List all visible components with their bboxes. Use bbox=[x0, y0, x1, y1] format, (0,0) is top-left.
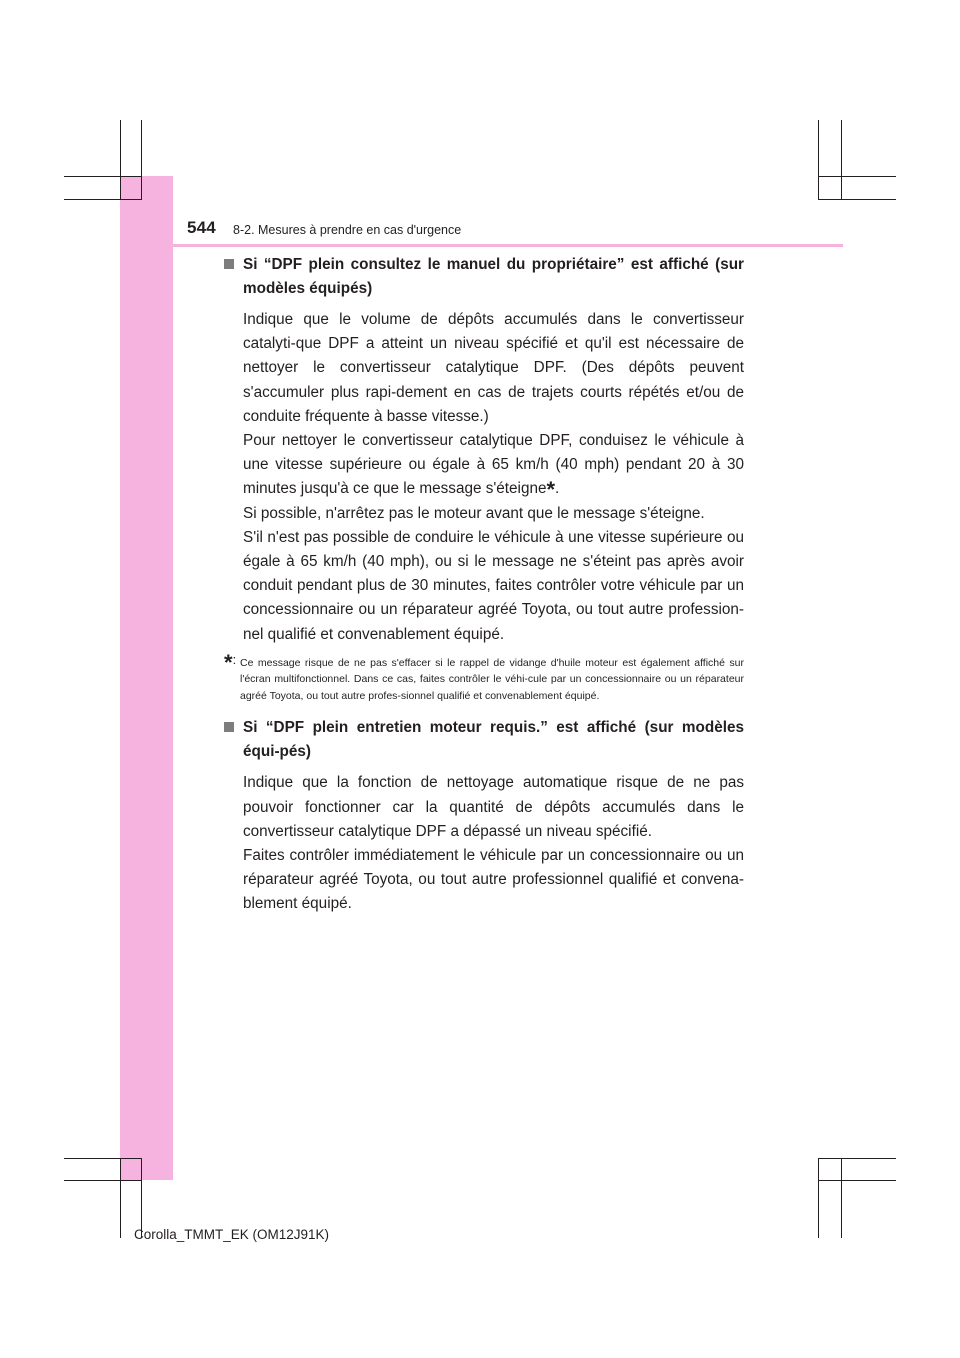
crop-mark bbox=[818, 120, 819, 200]
footnote bbox=[224, 649, 744, 705]
paragraph: Faites contrôler immédiatement le véhicule par un concessionnaire ou un réparateur agréé Toyota, ou tout autre professionnel qualifié et convena-blement équipé. bbox=[243, 846, 744, 913]
section-heading-text: Si “DPF plein entretien moteur requis.” est affiché (sur modèles équi-pés) bbox=[243, 719, 744, 761]
footnote-star: * bbox=[224, 649, 233, 675]
paragraph: Si possible, n'arrêtez pas le moteur avant que le message s'éteigne. bbox=[243, 504, 705, 522]
crop-mark bbox=[64, 176, 142, 177]
crop-mark bbox=[120, 1158, 121, 1238]
main-content bbox=[224, 253, 744, 917]
paragraph: S'il n'est pas possible de conduire le véhicule à une vitesse supérieure ou égale à 65 km/h (40 mph), ou si le message ne s'éteint pas après avoir conduit pendant plus de 30 minutes, faites contrôler votre véhicule par un concessionnaire ou un réparateur agréé Toyota, ou tout autre profession-nel qualifié et convenablement équipé. bbox=[243, 528, 744, 643]
footnote-colon: : bbox=[232, 651, 237, 667]
square-bullet-icon bbox=[224, 722, 234, 732]
section-heading bbox=[224, 253, 744, 301]
footnote-marker bbox=[224, 649, 237, 675]
paragraph: Pour nettoyer le convertisseur catalytique DPF, conduisez le véhicule à une vitesse supérieure ou égale à 65 km/h (40 mph) pendant 20 à 30 minutes jusqu'à ce que le message s'éteigne*. bbox=[243, 432, 744, 503]
crop-mark bbox=[818, 1158, 819, 1238]
section-body bbox=[224, 308, 744, 647]
side-color-band bbox=[120, 176, 173, 1180]
crop-mark bbox=[818, 199, 896, 200]
square-bullet-icon bbox=[224, 259, 234, 269]
footnote-ref-star: * bbox=[546, 477, 556, 503]
section-heading bbox=[224, 716, 744, 764]
crop-mark bbox=[841, 1158, 842, 1238]
paragraph-text: Pour nettoyer le convertisseur catalytique DPF, conduisez le véhicule à une vitesse supérieure ou égale à 65 km/h (40 mph) pendant 20 à 30 minutes jusqu'à ce que le message s'éteigne bbox=[243, 432, 744, 498]
section-title: 8-2. Mesures à prendre en cas d'urgence bbox=[233, 223, 462, 237]
crop-mark bbox=[841, 120, 842, 200]
header-rule bbox=[120, 244, 843, 247]
footnote-text: Ce message risque de ne pas s'effacer si le rappel de vidange d'huile moteur est également affiché sur l'écran multifonctionnel. Dans ce cas, faites contrôler le véhi-cule par un concessionnaire ou un réparateur agréé Toyota, ou tout autre profes-sionnel qualifié et convenablement équipé. bbox=[240, 656, 744, 702]
section-heading-text: Si “DPF plein consultez le manuel du propriétaire” est affiché (sur modèles équipés) bbox=[243, 256, 744, 297]
crop-mark bbox=[818, 1180, 896, 1181]
footer-doc-id: Corolla_TMMT_EK (OM12J91K) bbox=[134, 1227, 330, 1242]
crop-mark bbox=[120, 120, 121, 200]
crop-mark bbox=[141, 120, 142, 200]
crop-mark bbox=[818, 1158, 896, 1159]
crop-mark bbox=[64, 199, 142, 200]
crop-mark bbox=[141, 1158, 142, 1238]
crop-mark bbox=[64, 1180, 142, 1181]
crop-mark bbox=[64, 1158, 142, 1159]
page-number: 544 bbox=[187, 218, 216, 237]
paragraph: Indique que le volume de dépôts accumulés dans le convertisseur catalyti-que DPF a atteint un niveau spécifié et qu'il est nécessaire de nettoyer le convertisseur catalytique DPF. (Des dépôts peuvent s'accumuler plus rapi-dement en cas de trajets courts répétés et/ou de conduite fréquente à basse vitesse.) bbox=[243, 311, 744, 425]
section-body bbox=[224, 771, 744, 916]
crop-mark bbox=[818, 176, 896, 177]
paragraph: Indique que la fonction de nettoyage automatique risque de ne pas pouvoir fonctionner car la quantité de dépôts accumulés dans le convertisseur catalytique DPF a dépassé un niveau spécifié. bbox=[243, 774, 744, 840]
